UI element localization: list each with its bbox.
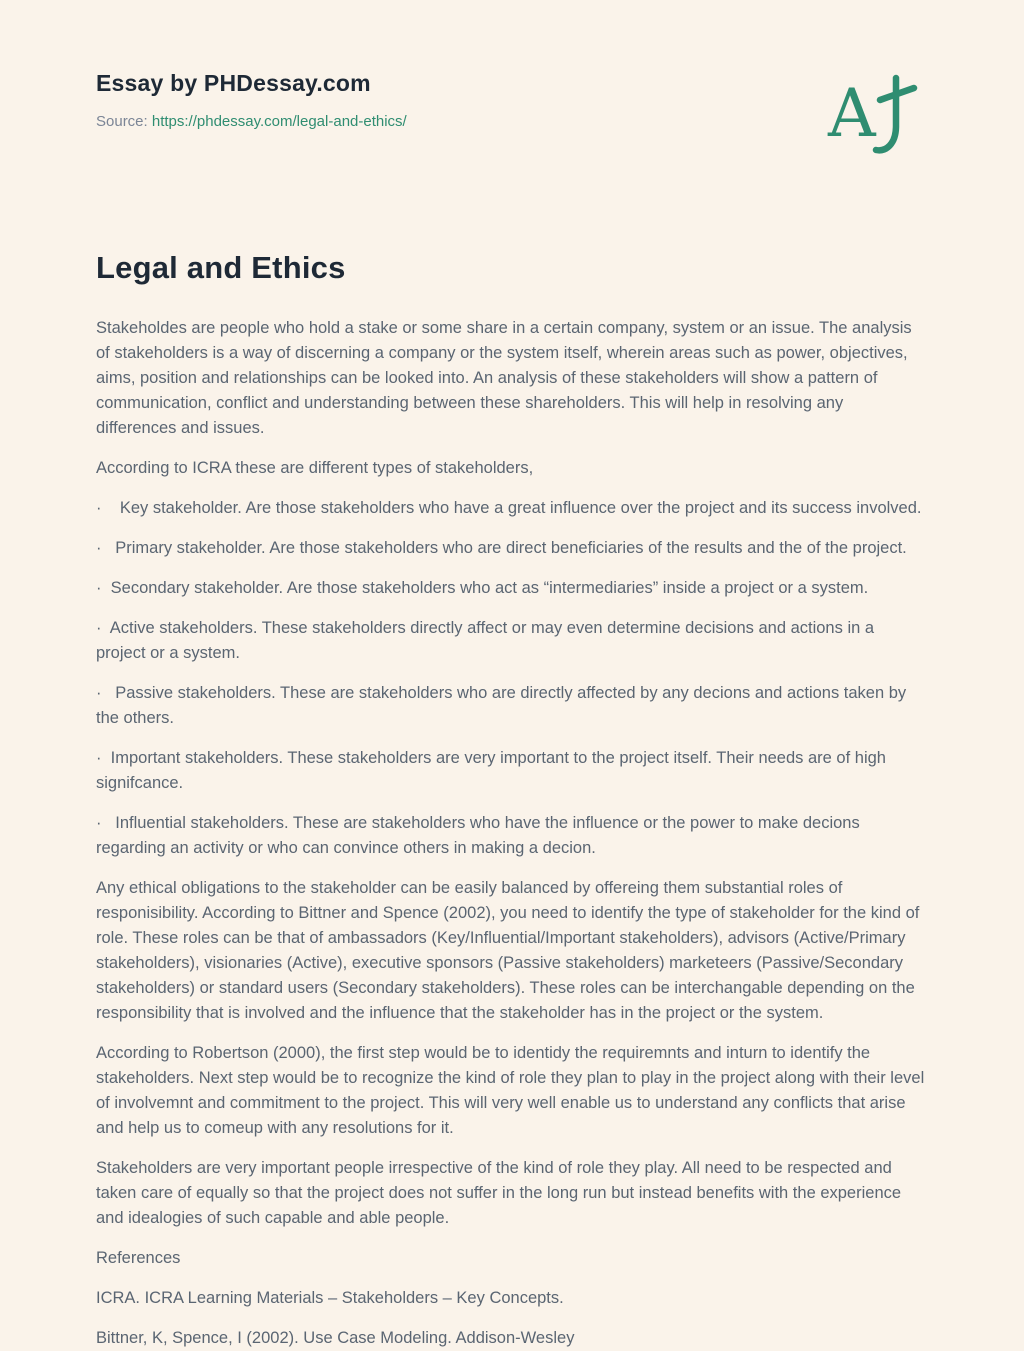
paragraph: · Influential stakeholders. These are stakeholders who have the influence or the power to make decions regarding an activity or who can convince others in making a decion. (96, 814, 865, 857)
source-label: Source: (96, 113, 148, 130)
source-link[interactable]: https://phdessay.com/legal-and-ethics/ (151, 113, 407, 130)
paragraph: According to ICRA these are different types of stakeholders, (96, 459, 534, 477)
paragraph: · Passive stakeholders. These are stakeholders who are directly affected by any decions and actions taken by the others. (96, 684, 911, 727)
svg-text:A: A (828, 75, 876, 152)
paragraph: Stakeholders are very important people irrespective of the kind of role they play. All need to be respected and taken care of equally so that the project does not suffer in the long run but instead benefits with the experience and idealogies of such capable and able people. (96, 1159, 906, 1227)
paragraph: · Secondary stakeholder. Are those stakeholders who act as “intermediaries” inside a project or a system. (96, 579, 869, 597)
paragraph: · Active stakeholders. These stakeholders directly affect or may even determine decisions and actions in a project or a system. (96, 619, 879, 662)
header (96, 70, 928, 174)
paragraph: · Important stakeholders. These stakeholders are very important to the project itself. Their needs are of high signifcance. (96, 749, 891, 792)
phdessay-logo-icon (830, 70, 916, 174)
paragraph: Any ethical obligations to the stakeholder can be easily balanced by offereing them substantial roles of responisibility. According to Bittner and Spence (2002), you need to identify the type of stakeholder for the kind of role. These roles can be that of ambassadors (Key/Influential/Important stakeholders), advisors (Active/Primary stakeholders), visionaries (Active), executive sponsors (Passive stakeholders) marketeers (Passive/Secondary stakeholders) or standard users (Secondary stakeholders). These roles can be interchangable depending on the responsibility that is involved and the influence that the stakeholder has in the project or the system. (96, 879, 924, 1022)
essay-title: Legal and Ethics (96, 250, 346, 285)
paragraph: Bittner, K, Spence, I (2002). Use Case Modeling. Addison-Wesley (96, 1329, 575, 1347)
essay-body (96, 316, 928, 1351)
paragraph: Stakeholdes are people who hold a stake or some share in a certain company, system or an issue. The analysis of stakeholders is a way of discerning a company or the system itself, wherein areas such as power, objectives, aims, position and relationships can be looked into. An analysis of these stakeholders will show a pattern of communication, conflict and understanding between these shareholders. This will help in resolving any differences and issues. (96, 319, 917, 437)
paragraph: · Key stakeholder. Are those stakeholders who have a great influence over the project and its success involved. (96, 499, 922, 517)
header-left (96, 70, 407, 130)
paragraph: ICRA. ICRA Learning Materials – Stakeholders – Key Concepts. (96, 1289, 564, 1307)
paragraph: According to Robertson (2000), the first step would be to identidy the requiremnts and inturn to identify the stakeholders. Next step would be to recognize the kind of role they plan to play in the project along with their level of involvemnt and commitment to the project. This will very well enable us to understand any conflicts that arise and help us to comeup with any resolutions for it. (96, 1044, 929, 1137)
paragraph: · Primary stakeholder. Are those stakeholders who are direct beneficiaries of the results and the of the project. (96, 539, 907, 557)
paragraph: References (96, 1249, 181, 1267)
phdessay-logo (830, 70, 916, 174)
page-title: Essay by PHDessay.com (96, 70, 371, 96)
source-line (96, 113, 407, 130)
